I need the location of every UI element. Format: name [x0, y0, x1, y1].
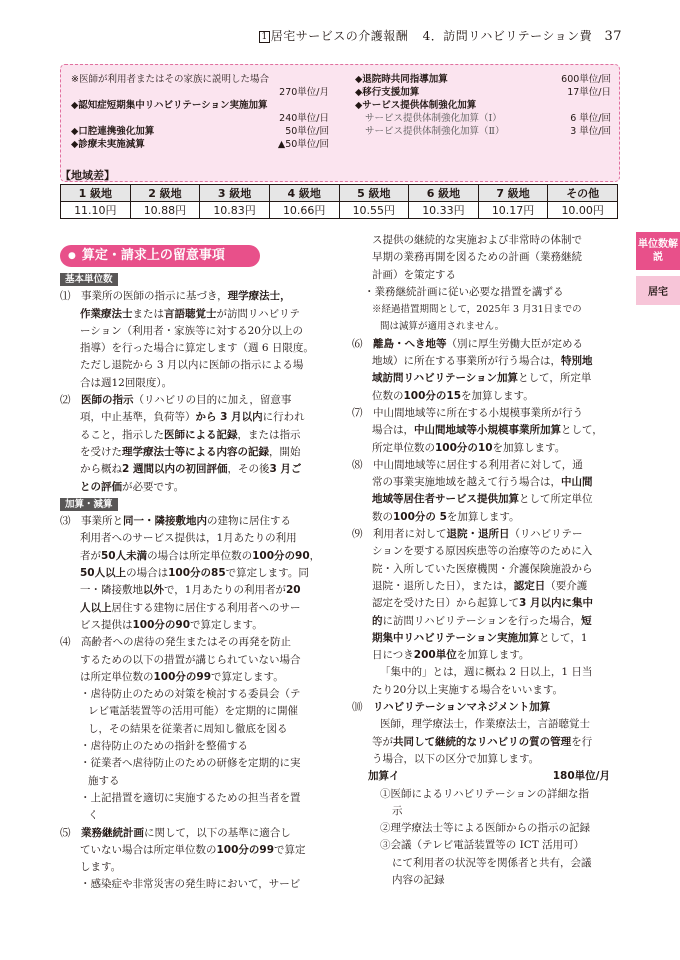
text-line: するための以下の措置が講じられていない場合 — [80, 653, 301, 666]
text-line: ①医師によるリハビリテーションの詳細な指 — [380, 787, 590, 800]
text-span: として，1 — [539, 631, 588, 644]
chapter-title: 居宅サービスの介護報酬 — [270, 29, 409, 43]
price-cell: 10.88円 — [130, 202, 200, 219]
text-span: の場合は — [126, 567, 169, 580]
text-line — [352, 422, 622, 439]
text-span: 常の事業実施地域を越えて行う場合は， — [372, 476, 561, 489]
text-span: 50人未満 — [101, 549, 148, 562]
text-line — [60, 669, 328, 686]
text-span: 同一・隣接敷地内 — [123, 515, 207, 528]
text-span: 中山間 — [561, 476, 593, 489]
text-span: 事業所と — [81, 515, 123, 528]
text-line — [60, 582, 328, 599]
text-span: ⑻ — [352, 458, 363, 471]
text-span: ，開始 — [269, 445, 301, 458]
text-line: ②理学療法士等による医師からの指示の記録 — [380, 822, 590, 835]
table-row — [61, 185, 618, 202]
text-span: で算定 — [274, 843, 306, 856]
text-span: ⑹ — [352, 337, 363, 350]
text-span: を加算します。 — [456, 649, 530, 662]
text-span: で，1月あたりの利用者が — [164, 584, 286, 597]
text-line: にて利用者の状況等を関係者と共有，会議 — [392, 856, 592, 869]
side-tabs — [636, 232, 680, 305]
info-left-2: ◆認知症短期集中リハビリテーション実施加算 — [71, 100, 268, 111]
text-span: 認定日 — [513, 579, 546, 592]
right-column — [352, 232, 622, 889]
text-span: 人以上 — [80, 601, 112, 614]
grade-cell: 5 級地 — [339, 185, 409, 202]
text-span: 100分の99 — [153, 670, 212, 683]
text-line — [352, 613, 622, 630]
text-span: ていない場合は所定単位数の — [80, 843, 217, 856]
info-right-4: サービス提供体制強化加算（Ⅱ） — [365, 126, 505, 137]
text-line — [60, 548, 328, 565]
text-line — [352, 630, 622, 647]
text-span: の建物に居住する — [207, 515, 291, 528]
text-line — [352, 595, 622, 612]
text-line: ・上記措置を適切に実施するための担当者を置 — [80, 791, 301, 804]
text-line: レビ電話装置等の活用可能）を定期的に開催 — [88, 705, 298, 718]
info-right-2: ◆サービス提供体制強化加算 — [355, 100, 477, 111]
text-span: （別に厚生労働大臣が定める — [446, 337, 583, 350]
running-header — [259, 27, 622, 44]
text-line — [60, 306, 328, 323]
text-span: 地域等居住者サービス提供加算 — [372, 493, 519, 506]
text-line: ス提供の継続的な実施および非常時の体制で — [372, 234, 582, 246]
text-line — [352, 578, 622, 595]
text-span: （リハビリテー — [509, 528, 583, 541]
text-line: ・業務継続計画に従い必要な措置を講ずる — [364, 285, 564, 298]
grade-cell: 1 級地 — [61, 185, 131, 202]
text-span: ⑽ — [352, 701, 363, 714]
text-span: 加算イ — [368, 770, 400, 783]
chapter-number-box: 1 — [261, 32, 268, 42]
text-line: く — [88, 809, 99, 822]
text-span: を行 — [571, 735, 593, 748]
text-span: 3 月以内に集中 — [519, 597, 593, 610]
section-heading-text: 算定・請求上の留意事項 — [81, 248, 225, 263]
text-line — [352, 353, 622, 370]
text-span: 中山間地域等に居住する利用者に対して，通 — [373, 458, 583, 471]
text-span: 位数の — [372, 389, 404, 402]
text-line — [60, 427, 328, 444]
para-4 — [60, 634, 328, 651]
text-span: として所定単位 — [519, 493, 593, 506]
section-title: 4．訪問リハビリテーション費 — [422, 29, 593, 43]
grade-cell: 2 級地 — [130, 185, 200, 202]
section-heading — [60, 245, 260, 267]
text-span: ビス提供は — [80, 618, 133, 631]
grade-cell: 3 級地 — [200, 185, 270, 202]
text-span: 特別地 — [561, 355, 593, 368]
text-span: 以外 — [143, 584, 164, 597]
text-line: し，その結果を従業者に周知し徹底を図る — [88, 722, 288, 735]
text-span: 者が — [80, 549, 101, 562]
price-cell: 11.10円 — [61, 202, 131, 219]
price-cell: 10.83円 — [200, 202, 270, 219]
text-span: ⑷ — [60, 636, 71, 649]
text-span: を受けた — [80, 445, 122, 458]
text-span: 一・隣接敷地 — [80, 584, 143, 597]
para-2 — [60, 392, 328, 409]
text-span: 等が — [372, 735, 393, 748]
text-span: （要介護 — [545, 579, 588, 592]
text-line: 施する — [88, 774, 120, 787]
text-span: ⑵ — [60, 394, 71, 407]
text-span: ⑴ — [60, 290, 71, 303]
text-span: 居住する建物に居住する利用者へのサー — [111, 601, 301, 614]
text-span: 所定単位数の — [372, 441, 435, 454]
text-span: に関して，以下の基準に適合し — [144, 826, 291, 839]
text-span: 50人以上 — [80, 567, 127, 580]
tab-unit-explanation[interactable]: 単位数解説 — [636, 232, 680, 270]
para-3 — [60, 513, 328, 530]
text-span: 項，中止基準，負荷等） — [80, 411, 196, 424]
text-span: 離島・へき地等 — [373, 337, 447, 350]
text-line: 「集中的」とは，週に概ね 2 日以上，1 日当 — [380, 666, 593, 679]
text-span: を加算します。 — [461, 389, 534, 402]
text-span: で算定します。 — [211, 670, 284, 683]
text-span: 医師の指示 — [81, 394, 134, 407]
text-span: 20 — [285, 584, 301, 597]
text-span: または — [132, 307, 164, 320]
info-right-1: ◆移行支援加算 — [355, 87, 420, 98]
text-span: から概ね — [80, 463, 122, 476]
text-span: 100分の90 — [252, 549, 310, 562]
grade-cell: 4 級地 — [269, 185, 339, 202]
text-line — [352, 370, 622, 387]
add-type-a — [352, 768, 622, 785]
info-left-4-value: 50単位/回 — [285, 126, 329, 137]
para-6 — [352, 336, 622, 353]
text-line: ただし退院から 3 月以内に医師の指示による場 — [80, 359, 304, 372]
info-left-4: ◆口腔連携強化加算 — [71, 126, 155, 137]
text-span: 数の — [372, 510, 393, 523]
text-span: 中山間地域等に所在する小規模事業所が行う — [373, 406, 583, 419]
text-span: 200単位 — [413, 649, 457, 662]
text-line — [60, 565, 328, 582]
text-span: 医師による記録 — [164, 428, 238, 441]
page-number: 37 — [604, 29, 622, 44]
text-line: ・従業者へ虐待防止のための研修を定期的に実 — [80, 757, 301, 770]
text-line — [60, 496, 328, 513]
price-cell: 10.17円 — [478, 202, 548, 219]
text-span: 言語聴覚士 — [164, 307, 217, 320]
text-span: ，または指示 — [237, 428, 301, 441]
text-span: ること，指示した — [80, 428, 164, 441]
text-span: として， — [561, 424, 603, 437]
info-right-0: ◆退院時共同指導加算 — [355, 74, 448, 85]
left-column — [60, 271, 328, 894]
text-line — [352, 734, 622, 751]
info-left-1-value: 270単位/月 — [279, 87, 329, 98]
text-span: 100分の85 — [168, 567, 226, 580]
text-span: 日につき — [372, 649, 414, 662]
text-line: ・虐待防止のための指針を整備する — [80, 740, 248, 753]
text-span: 理学療法士， — [227, 290, 291, 303]
table-row — [61, 202, 618, 219]
price-cell: 10.55円 — [339, 202, 409, 219]
tag-basic-units: 基本単位数 — [60, 273, 118, 286]
text-line: 計画）を策定する — [372, 268, 456, 281]
text-line — [352, 491, 622, 508]
text-span: 的 — [372, 614, 383, 627]
text-line: 間は減算が適用されません。 — [380, 321, 505, 333]
text-span: が訪問リハビリテ — [216, 307, 300, 320]
text-line — [352, 474, 622, 491]
text-line: 早期の業務再開を図るための計画（業務継続 — [372, 251, 582, 264]
circle-bullet-icon: ● — [68, 251, 76, 261]
text-span: 短 — [581, 614, 592, 627]
text-line: 医師，理学療法士，作業療法士，言語聴覚士 — [380, 718, 590, 731]
text-span: で算定します。 — [190, 618, 263, 631]
text-span: を加算します。 — [446, 510, 520, 523]
para-9 — [352, 526, 622, 543]
text-span: として，所定単 — [518, 372, 592, 385]
text-span: 場合は， — [372, 424, 414, 437]
text-span: ⑼ — [352, 528, 363, 541]
text-span: 認定を受けた日）から起算して — [372, 597, 519, 610]
info-right-3: サービス提供体制強化加算（Ⅰ） — [365, 113, 502, 124]
text-span: ⑺ — [352, 406, 363, 419]
text-span: 理学療法士等による内容の記録 — [122, 445, 269, 458]
text-line: たり20分以上実施する場合をいいます。 — [372, 683, 564, 696]
text-span: 域訪問リハビリテーション加算 — [372, 372, 519, 385]
text-span: 退院・退所日 — [446, 528, 510, 541]
text-span: ⑶ — [60, 515, 71, 528]
text-line — [60, 461, 328, 478]
text-span: 作業療法士 — [80, 307, 133, 320]
text-span: に行われ — [262, 411, 305, 424]
text-span: 業務継続計画 — [81, 826, 144, 839]
price-cell: 10.66円 — [269, 202, 339, 219]
text-line — [60, 617, 328, 634]
area-diff-table — [60, 184, 618, 219]
price-cell: 10.00円 — [548, 202, 618, 219]
text-span: 3 月ご — [269, 463, 302, 476]
info-right-3-value: 6 単位/回 — [570, 113, 611, 124]
text-line — [60, 271, 328, 288]
text-line: 院・入所していた医療機関・介護保険施設から — [372, 562, 593, 575]
para-10 — [352, 699, 622, 716]
text-line — [60, 409, 328, 426]
info-left-5-value: ▲50単位/回 — [277, 139, 329, 150]
text-line: します。 — [80, 861, 122, 874]
grade-cell: 6 級地 — [409, 185, 479, 202]
grade-cell: 7 級地 — [478, 185, 548, 202]
text-span: 事業所の医師の指示に基づき， — [81, 290, 228, 303]
grade-cell: その他 — [548, 185, 618, 202]
text-span: 期集中リハビリテーション実施加算 — [372, 631, 540, 644]
para-8 — [352, 457, 622, 474]
info-right-4-value: 3 単位/回 — [570, 126, 611, 137]
text-span: （リハビリの目的に加え，留意事 — [133, 394, 292, 407]
text-line — [352, 440, 622, 457]
text-span: 退院・退所した日），または， — [372, 579, 514, 592]
text-line: ーション（利用者・家族等に対する20分以上の — [80, 324, 303, 337]
info-box — [60, 64, 620, 182]
text-span: を加算します。 — [492, 441, 566, 454]
text-span: 100分の15 — [403, 389, 462, 402]
text-span: から 3 月以内 — [195, 411, 263, 424]
para-7 — [352, 405, 622, 422]
text-span: が必要です。 — [122, 480, 185, 493]
info-right-0-value: 600単位/回 — [561, 74, 611, 85]
text-span: 中山間地域等小規模事業所加算 — [414, 424, 561, 437]
text-span: ，その後 — [227, 463, 270, 476]
info-right-1-value: 17単位/日 — [567, 87, 611, 98]
text-span: 100分の10 — [435, 441, 493, 454]
text-line — [60, 600, 328, 617]
tag-add-subtract: 加算・減算 — [60, 498, 118, 511]
para-5 — [60, 825, 328, 842]
text-line — [352, 647, 622, 664]
text-span: ， — [309, 549, 321, 562]
text-line — [60, 842, 328, 859]
text-span: は所定単位数の — [80, 670, 154, 683]
text-line — [60, 479, 328, 496]
text-span: に訪問リハビリテーションを行った場合， — [382, 614, 582, 627]
text-span: リハビリテーションマネジメント加算 — [373, 701, 551, 714]
text-line: 利用者へのサービス提供は，1月あたりの利用 — [80, 532, 297, 545]
text-span: 共同して継続的なリハビリの質の管理 — [393, 735, 572, 748]
price-cell: 10.33円 — [409, 202, 479, 219]
text-line — [352, 388, 622, 405]
info-left-0: ※医師が利用者またはその家族に説明した場合 — [71, 74, 269, 85]
text-span: 2 週間以内の初回評価 — [122, 463, 228, 476]
text-line: ※経過措置期間として，2025年 3 月31日までの — [372, 304, 582, 316]
text-span: 100分の99 — [216, 843, 275, 856]
area-diff-heading: 【地域差】 — [60, 169, 115, 182]
text-span: 高齢者への虐待の発生またはその再発を防止 — [81, 636, 291, 649]
info-left-3-value: 240単位/日 — [279, 113, 329, 124]
text-span: の場合は所定単位数の — [147, 549, 253, 562]
text-line: ションを要する原因疾患等の治療等のために入 — [372, 545, 593, 558]
text-span: 100分の90 — [132, 618, 191, 631]
text-line — [60, 444, 328, 461]
text-line: ・虐待防止のための対策を検討する委員会（テ — [80, 688, 301, 701]
tab-home-care[interactable]: 居宅 — [636, 276, 680, 305]
text-span: 180単位/月 — [552, 770, 610, 783]
text-span: 地域）に所在する事業所が行う場合は， — [372, 355, 561, 368]
text-line — [352, 509, 622, 526]
text-span: ⑸ — [60, 826, 71, 839]
text-line: 内容の記録 — [392, 873, 445, 886]
para-1 — [60, 288, 328, 305]
text-span: との評価 — [80, 480, 122, 493]
text-span: で算定します。同 — [225, 567, 309, 580]
text-line: 合は週12回限度）。 — [80, 376, 173, 389]
text-line: う場合，以下の区分で加算します。 — [372, 752, 540, 765]
text-line: ③会議（テレビ電話装置等の ICT 活用可） — [380, 839, 585, 852]
text-span: 100分の 5 — [393, 510, 447, 523]
info-left-5: ◆診療未実施減算 — [71, 139, 145, 150]
text-span: 利用者に対して — [373, 528, 447, 541]
text-line: 指導）を行った場合に算定します（週 6 日限度。 — [80, 342, 314, 355]
text-line: 示 — [392, 804, 403, 817]
text-line: ・感染症や非常災害の発生時において，サービ — [80, 878, 301, 891]
